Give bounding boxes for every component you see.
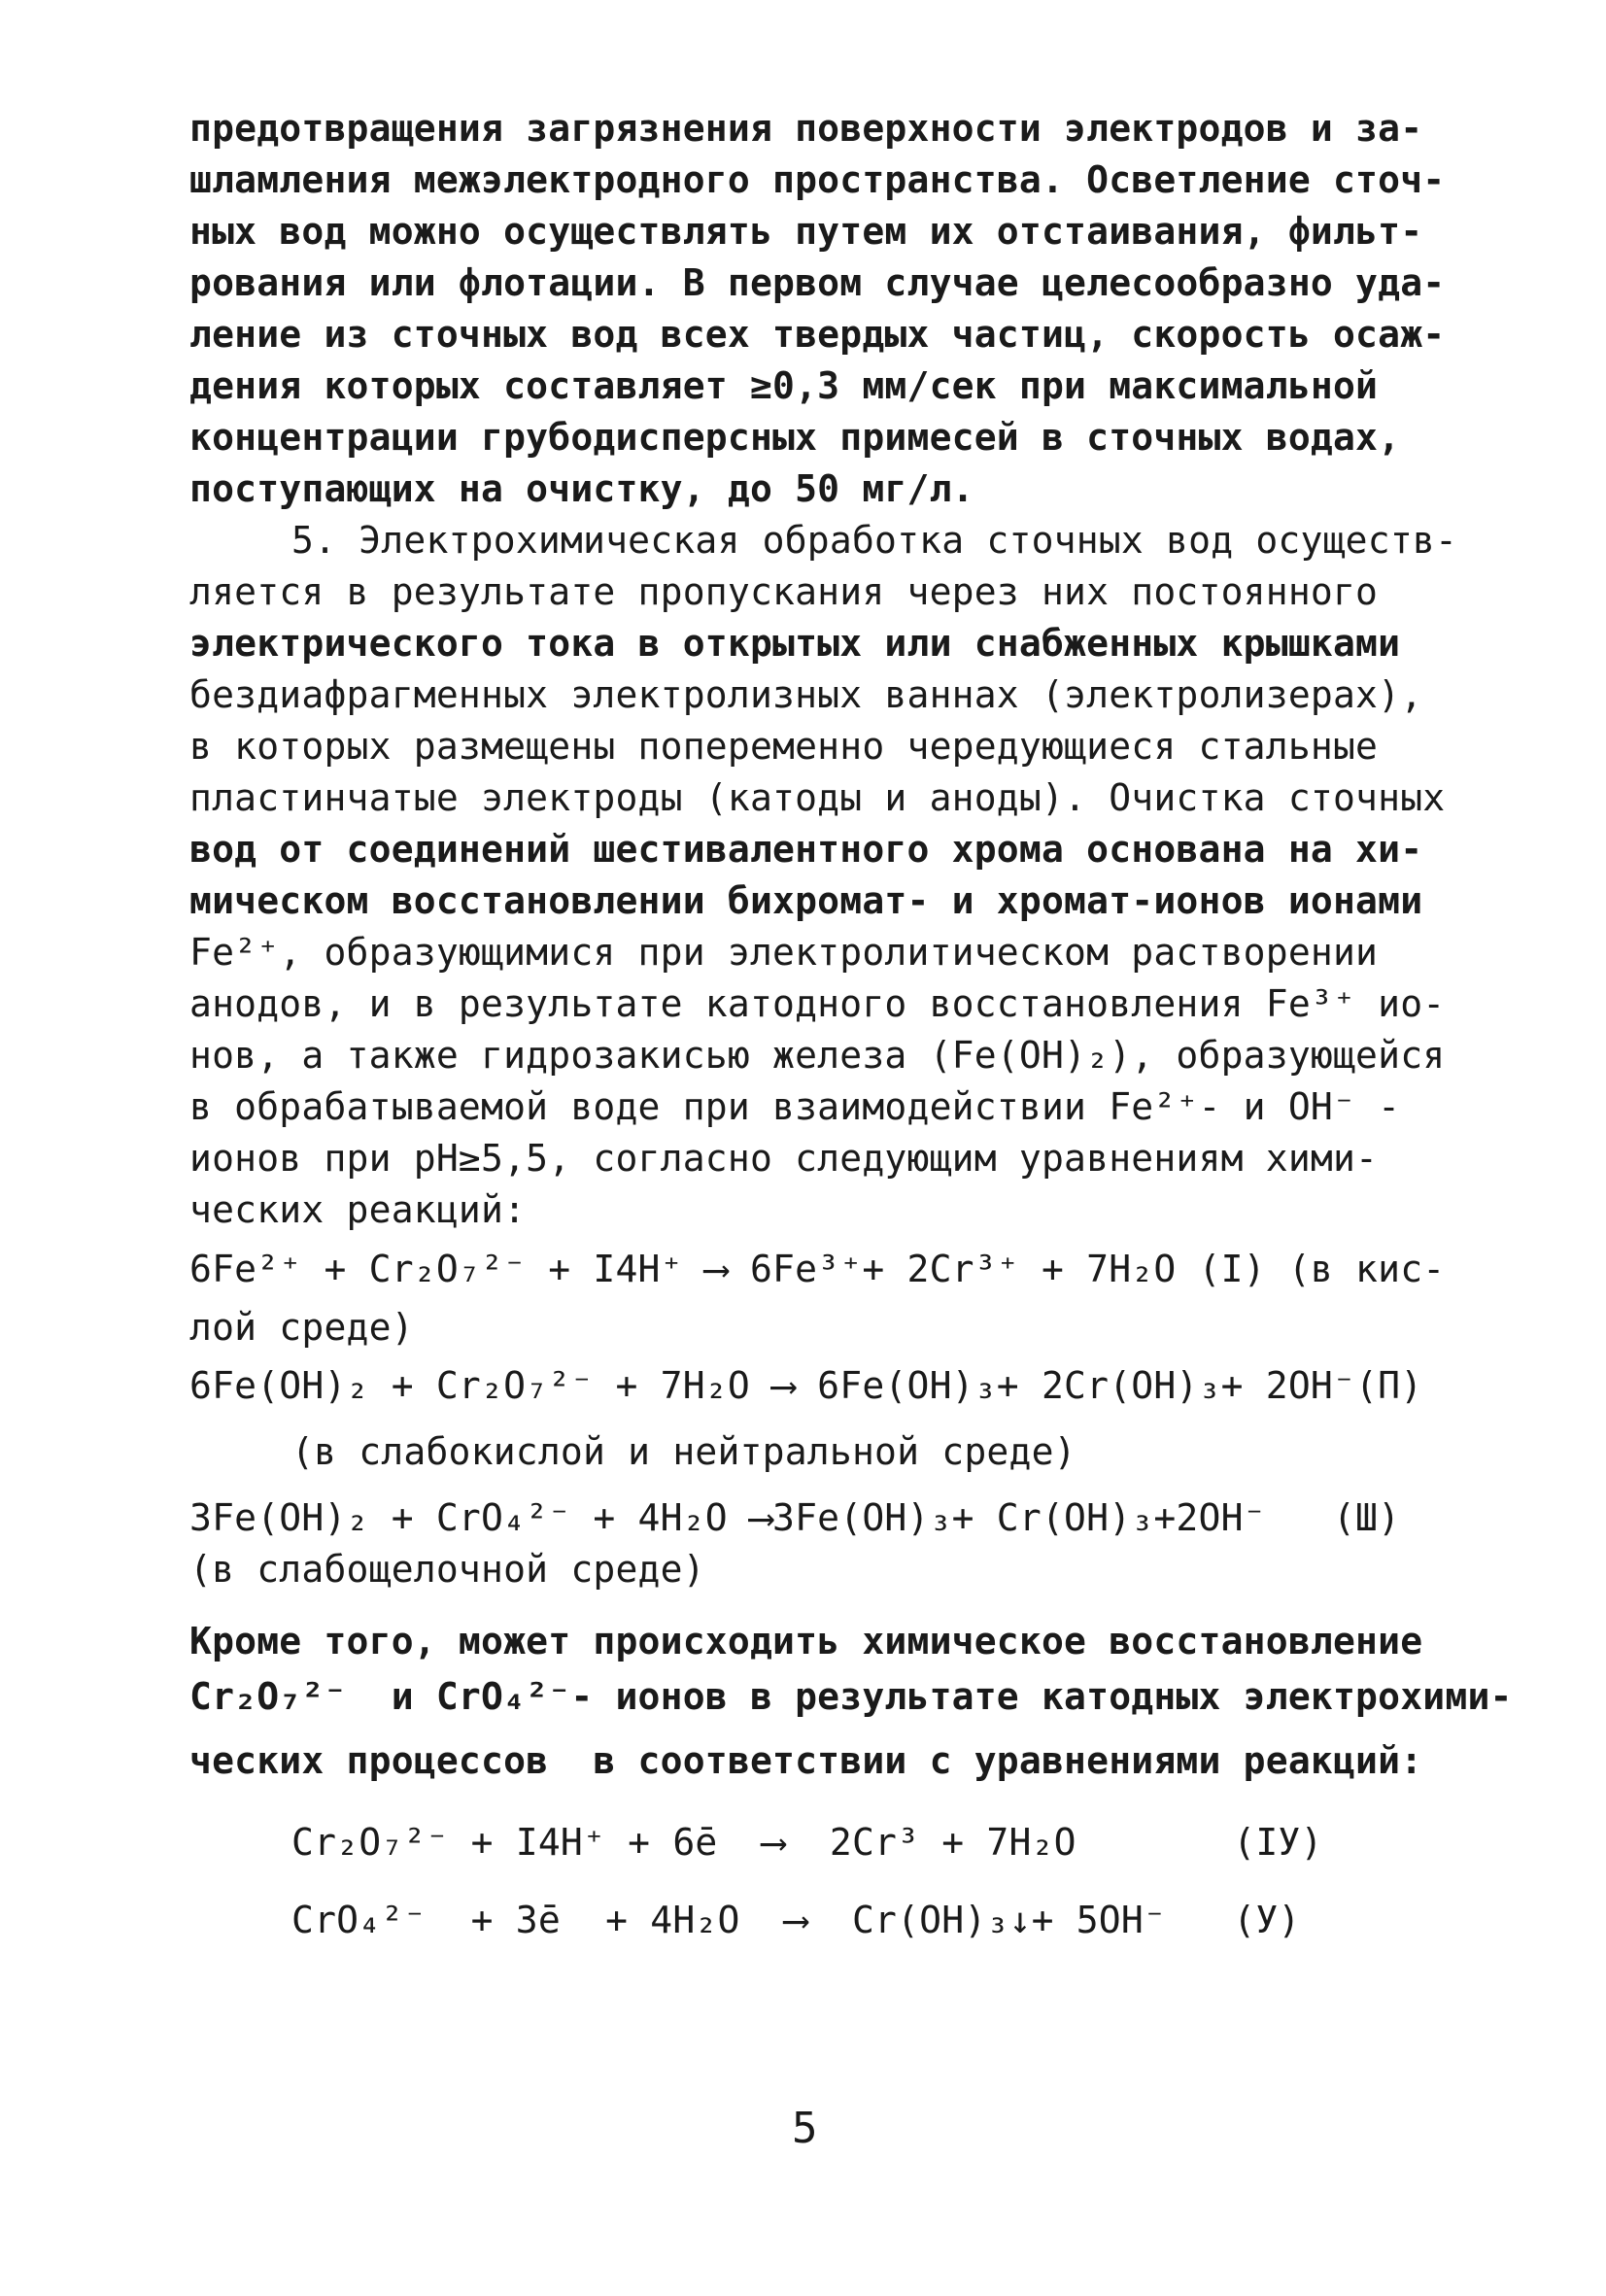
equation-note: (в слабощелочной среде)	[189, 1548, 705, 1591]
text-line: электрического тока в открытых или снабженных крышками	[189, 622, 1401, 665]
equation-line-1: 6Fe²⁺ + Cr₂O₇²⁻ + I4H⁺ ⟶ 6Fe³⁺+ 2Cr³⁺ + 7H₂O (I) (в кис-	[189, 1248, 1446, 1290]
text-line: Cr₂O₇²⁻ и CrO₄²⁻- ионов в результате катодных электрохими-	[189, 1675, 1513, 1718]
equation-line-3: 3Fe(OH)₂ + CrO₄²⁻ + 4H₂O ⟶3Fe(OH)₃+ Cr(OH)₃+2OH⁻ (Ш)	[189, 1496, 1401, 1539]
equation-line-4: Cr₂O₇²⁻ + I4H⁺ + 6ē ⟶ 2Cr³ + 7H₂O (IУ)	[291, 1821, 1323, 1864]
equation-line-5: CrO₄²⁻ + 3ē + 4H₂O ⟶ Cr(OH)₃↓+ 5OH⁻ (У)	[291, 1899, 1301, 1941]
paragraph-start-line: 5. Электрохимическая обработка сточных вод осуществ-	[291, 519, 1458, 562]
text-line: в которых размещены попеременно чередующиеся стальные	[189, 725, 1379, 768]
text-line: Кроме того, может происходить химическое восстановление	[189, 1620, 1423, 1662]
text-line: в обрабатываемой воде при взаимодействии Fe²⁺- и OH⁻ -	[189, 1085, 1401, 1128]
text-line: мическом восстановлении бихромат- и хромат-ионов ионами	[189, 879, 1423, 922]
text-line: ческих реакций:	[189, 1188, 527, 1231]
text-line: ление из сточных вод всех твердых частиц, скорость осаж-	[189, 313, 1446, 356]
text-line: пластинчатые электроды (катоды и аноды). Очистка сточных	[189, 776, 1446, 819]
text-line: рования или флотации. В первом случае целесообразно уда-	[189, 261, 1446, 304]
equation-line-2: 6Fe(OH)₂ + Cr₂O₇²⁻ + 7H₂O ⟶ 6Fe(OH)₃+ 2Cr(OH)₃+ 2OH⁻(П)	[189, 1364, 1423, 1407]
text-line: поступающих на очистку, до 50 мг/л.	[189, 467, 974, 510]
equation-note: (в слабокислой и нейтральной среде)	[291, 1430, 1076, 1473]
text-line: ионов при pH≥5,5, согласно следующим уравнениям хими-	[189, 1137, 1379, 1180]
text-line: шламления межэлектродного пространства. Осветление сточ-	[189, 158, 1446, 201]
text-line: предотвращения загрязнения поверхности электродов и за-	[189, 107, 1423, 150]
text-line: нов, а также гидрозакисью железа (Fe(OH)₂), образующейся	[189, 1034, 1446, 1077]
text-line: ческих процессов в соответствии с уравнениями реакций:	[189, 1739, 1423, 1782]
text-line: концентрации грубодисперсных примесей в сточных водах,	[189, 416, 1401, 459]
text-line: бездиафрагменных электролизных ваннах (электролизерах),	[189, 673, 1423, 716]
text-line: ляется в результате пропускания через них постоянного	[189, 570, 1379, 613]
text-line: лой среде)	[189, 1306, 414, 1349]
text-line: ных вод можно осуществлять путем их отстаивания, фильт-	[189, 210, 1423, 253]
page-number: 5	[792, 2104, 818, 2153]
text-line: дения которых составляет ≥0,3 мм/сек при максимальной	[189, 364, 1379, 407]
text-line: Fe²⁺, образующимися при электролитическом растворении	[189, 931, 1379, 974]
text-line: вод от соединений шестивалентного хрома основана на хи-	[189, 828, 1423, 871]
text-line: анодов, и в результате катодного восстановления Fe³⁺ ио-	[189, 982, 1446, 1025]
